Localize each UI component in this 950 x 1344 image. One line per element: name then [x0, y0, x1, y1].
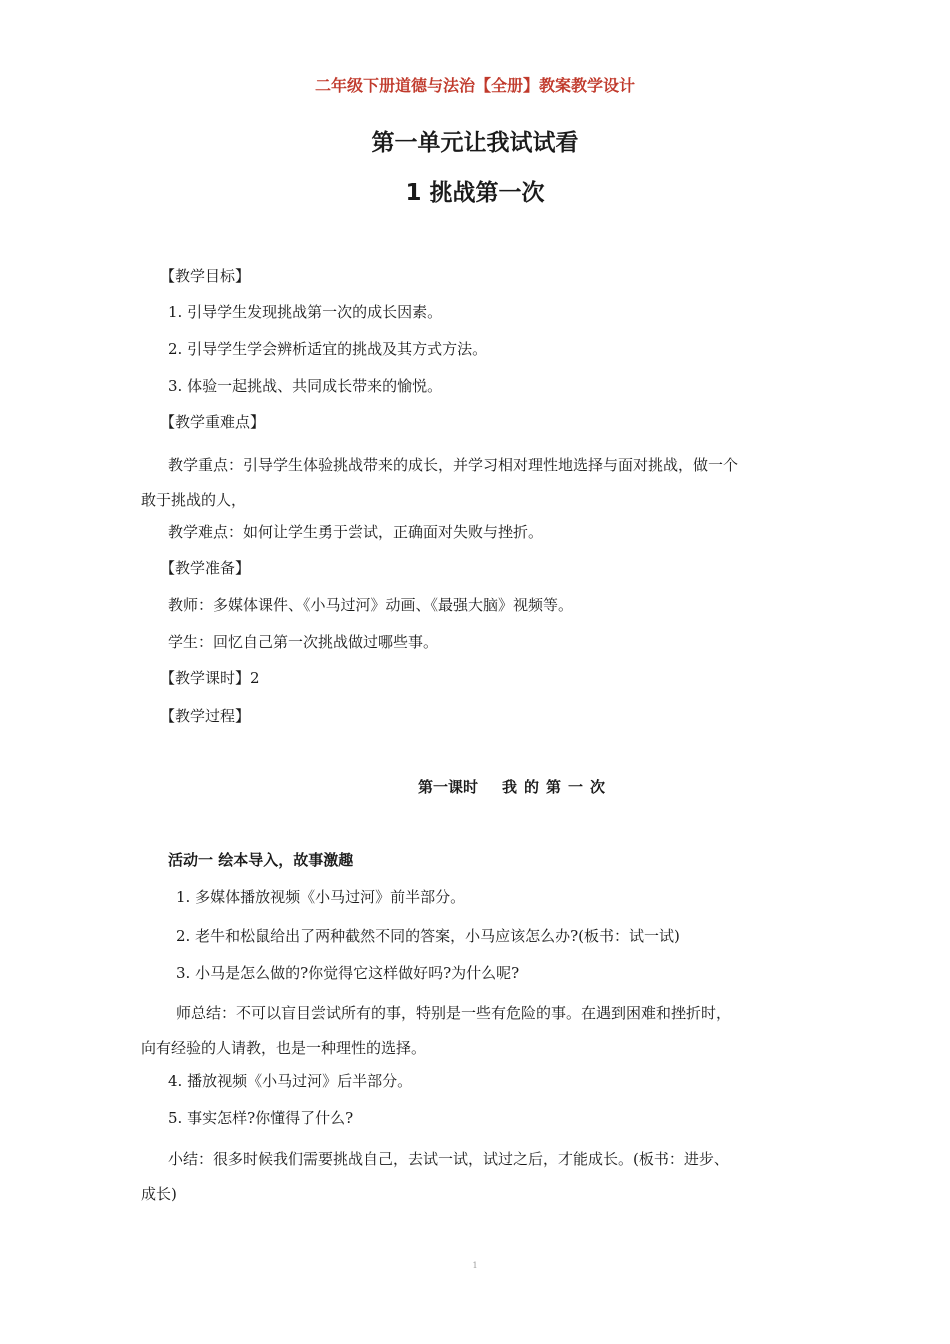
key-point-text: 教学重点：引导学生体验挑战带来的成长，并学习相对理性地选择与面对挑战，做一个 — [168, 456, 739, 474]
process-heading: 【教学过程】 — [160, 707, 251, 725]
period-title — [418, 777, 612, 797]
document-title: 二年级下册道德与法治【全册】教案教学设计 — [314, 76, 635, 95]
objectives-heading: 【教学目标】 — [160, 267, 251, 285]
unit-title: 第一单元让我试试看 — [371, 130, 579, 156]
key-points-heading: 【教学重难点】 — [160, 413, 266, 431]
objective-item: 1. 引导学生发现挑战第一次的成长因素。 — [168, 303, 443, 321]
activity-step: 1. 多媒体播放视频《小马过河》前半部分。 — [176, 888, 466, 906]
key-point-text-cont: 敢于挑战的人， — [141, 491, 247, 509]
page-number: 1 — [472, 1261, 478, 1270]
activity-title: 活动一 绘本导入，故事激趣 — [168, 851, 354, 869]
activity-step: 5. 事实怎样?你懂得了什么? — [168, 1109, 354, 1127]
objective-item: 3. 体验一起挑战、共同成长带来的愉悦。 — [168, 377, 443, 395]
activity-step: 3. 小马是怎么做的?你觉得它这样做好吗?为什么呢? — [176, 964, 520, 982]
student-preparation: 学生：回忆自己第一次挑战做过哪些事。 — [168, 633, 439, 651]
lesson-title: 1 挑战第一次 — [405, 180, 545, 206]
difficult-point-text: 教学难点：如何让学生勇于尝试，正确面对失败与挫折。 — [168, 523, 544, 541]
period-topic: 我的第一次 — [502, 778, 613, 796]
preparation-heading: 【教学准备】 — [160, 559, 251, 577]
teacher-summary: 师总结：不可以盲目尝试所有的事，特别是一些有危险的事。在遇到困难和挫折时， — [176, 1004, 732, 1022]
teacher-summary-cont: 向有经验的人请教，也是一种理性的选择。 — [141, 1039, 427, 1057]
class-hours: 【教学课时】2 — [160, 669, 260, 687]
activity-step: 4. 播放视频《小马过河》后半部分。 — [168, 1072, 413, 1090]
teacher-preparation: 教师：多媒体课件、《小马过河》动画、《最强大脑》视频等。 — [168, 596, 574, 614]
lesson-summary: 小结：很多时候我们需要挑战自己，去试一试，试过之后，才能成长。(板书：进步、 — [168, 1150, 729, 1168]
lesson-summary-cont: 成长) — [141, 1185, 177, 1203]
activity-step: 2. 老牛和松鼠给出了两种截然不同的答案，小马应该怎么办?(板书：试一试) — [176, 927, 680, 945]
objective-item: 2. 引导学生学会辨析适宜的挑战及其方式方法。 — [168, 340, 488, 358]
period-label: 第一课时 — [418, 778, 479, 796]
